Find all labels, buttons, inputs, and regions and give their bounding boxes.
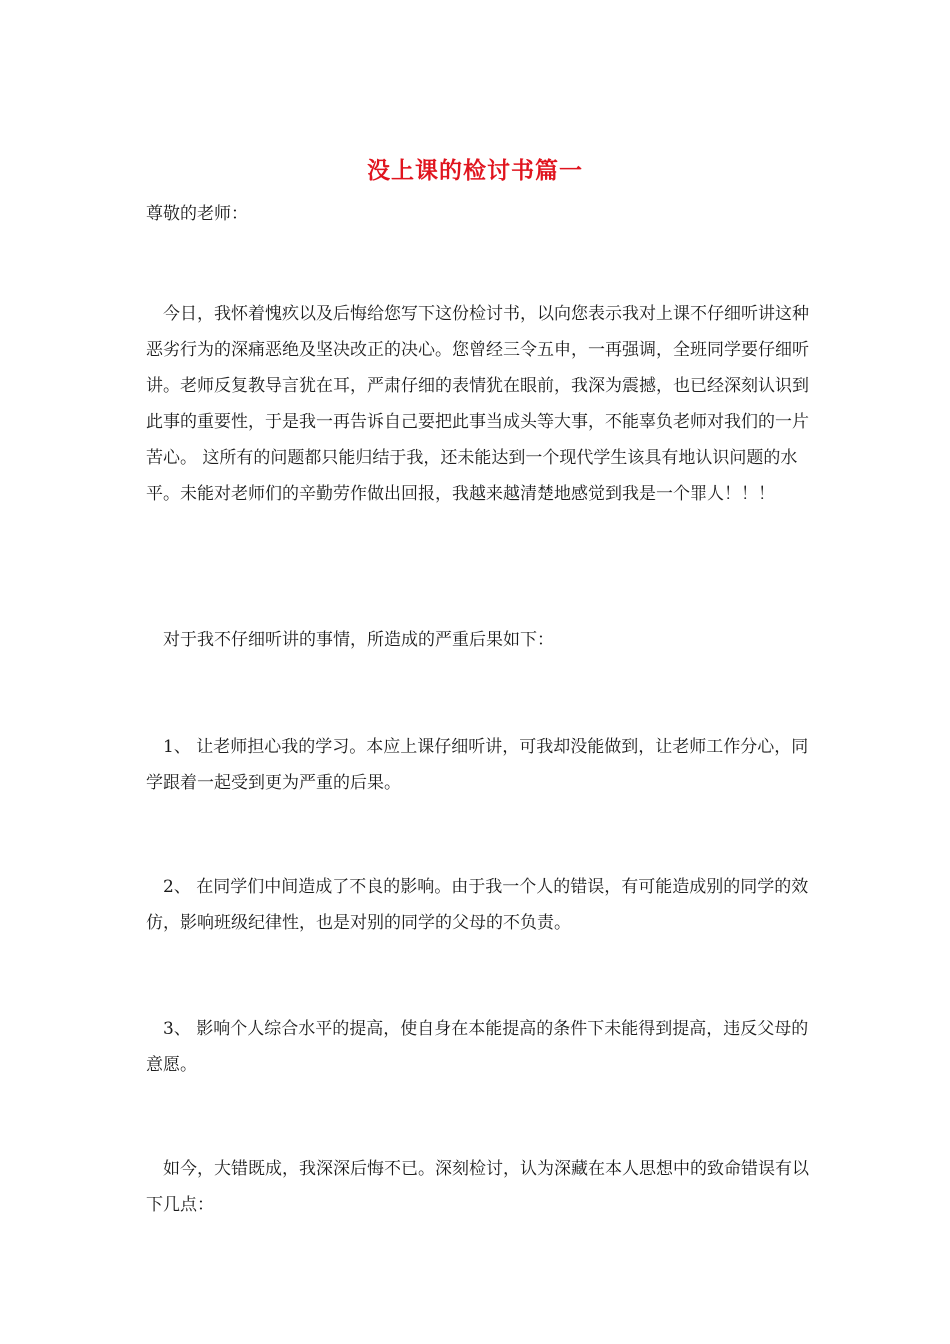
document-title: 没上课的检讨书篇一 bbox=[367, 157, 583, 184]
salutation: 尊敬的老师： bbox=[146, 204, 248, 224]
list-item-consequence-3: 3、 影响个人综合水平的提高，使自身在本能提高的条件下未能得到提高，违反父母的意愿。 bbox=[146, 1019, 809, 1075]
paragraph-consequences-lead: 对于我不仔细听讲的事情，所造成的严重后果如下： bbox=[163, 630, 554, 650]
list-item-consequence-1: 1、 让老师担心我的学习。本应上课仔细听讲，可我却没能做到，让老师工作分心，同学跟着一起受到更为严重的后果。 bbox=[146, 737, 809, 793]
paragraph-intro: 今日，我怀着愧疚以及后悔给您写下这份检讨书，以向您表示我对上课不仔细听讲这种恶劣行为的深痛恶绝及坚决改正的决心。您曾经三令五申，一再强调，全班同学要仔细听讲。老师反复教导言犹在耳，严肃仔细的表情犹在眼前，我深为震撼，也已经深刻认识到此事的重要性，于是我一再告诉自己要把此事当成头等大事，不能辜负老师对我们的一片苦心。 这所有的问题都只能归结于我，还未能达到一个现代学生该具有地认识问题的水平。未能对老师们的辛勤劳作做出回报，我越来越清楚地感觉到我是一个罪人！！！ bbox=[146, 304, 809, 504]
paragraph-reflection: 如今，大错既成，我深深后悔不已。深刻检讨，认为深藏在本人思想中的致命错误有以下几点： bbox=[146, 1159, 809, 1215]
list-item-consequence-2: 2、 在同学们中间造成了不良的影响。由于我一个人的错误，有可能造成别的同学的效仿，影响班级纪律性，也是对别的同学的父母的不负责。 bbox=[146, 877, 809, 933]
